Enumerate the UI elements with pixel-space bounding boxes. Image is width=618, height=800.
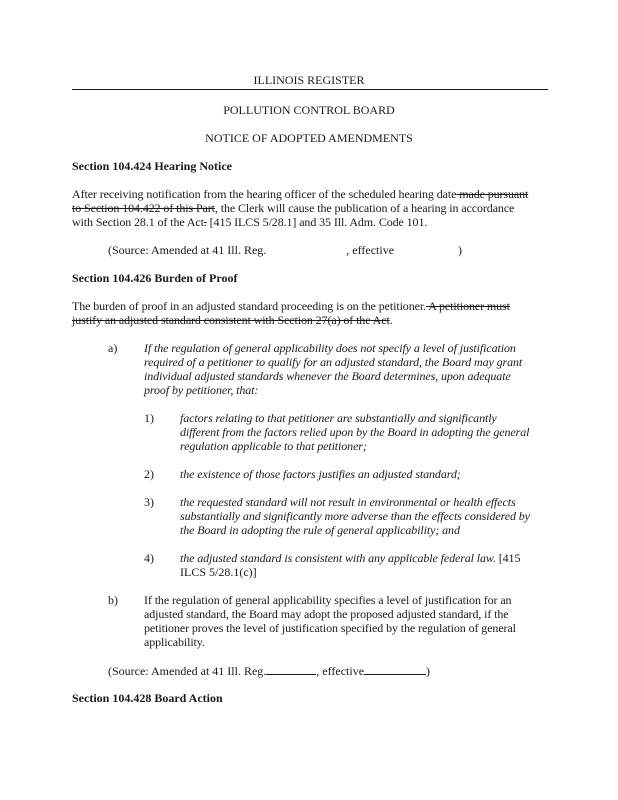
item-3-line: the Board in adopting the rule of general applicability; and bbox=[180, 523, 460, 537]
source-close: ) bbox=[458, 243, 463, 257]
deleted-text: A petitioner must bbox=[425, 299, 510, 313]
text-run: with Section 28.1 of the Act bbox=[72, 215, 204, 229]
subsection-a-line: If the regulation of general applicability does not specify a level of justification bbox=[144, 341, 516, 355]
source-effective: , effective bbox=[316, 664, 365, 678]
subsection-a-line: proof by petitioner, that: bbox=[144, 383, 259, 397]
subsection-a-label: a) bbox=[108, 341, 118, 355]
item-1-line: factors relating to that petitioner are substantially and significantly bbox=[180, 411, 497, 425]
item-1-line: regulation applicable to that petitioner; bbox=[180, 439, 367, 453]
subsection-a-line: required of a petitioner to qualify for an adjusted standard, the Board may grant bbox=[144, 355, 523, 369]
text-run: . bbox=[389, 313, 393, 327]
subsection-b-label: b) bbox=[108, 593, 118, 607]
text-run: , the Clerk will cause the publication of a hearing in accordance bbox=[214, 201, 515, 215]
item-3-line: substantially and significantly more adverse than the effects considered by bbox=[180, 509, 530, 523]
subsection-b-line: petitioner proves the level of justification specified by the regulation of general bbox=[144, 621, 516, 635]
deleted-text: to Section 104.422 of this Part bbox=[72, 201, 215, 215]
item-2-label: 2) bbox=[144, 467, 154, 481]
text-run: After receiving notification from the hearing officer of the scheduled hearing date bbox=[72, 187, 457, 201]
subsection-b-line: adjusted standard, the Board may adopt the proposed adjusted standard, if the bbox=[144, 607, 509, 621]
subsection-a-line: individual adjusted standards whenever the Board determines, upon adequate bbox=[144, 369, 511, 383]
item-1-line: different from the factors relied upon by the Board in adopting the general bbox=[180, 425, 530, 439]
subsection-b-line: applicability. bbox=[144, 635, 205, 649]
blank-line bbox=[266, 662, 316, 675]
blank-line bbox=[364, 662, 426, 675]
register-title: ILLINOIS REGISTER bbox=[253, 73, 365, 87]
source-close: ) bbox=[426, 664, 431, 678]
board-title: POLLUTION CONTROL BOARD bbox=[223, 103, 395, 117]
section-424-para-line bbox=[72, 214, 427, 231]
source-prefix: (Source: Amended at 41 Ill. Reg. bbox=[108, 243, 267, 257]
source-prefix: (Source: Amended at 41 Ill. Reg. bbox=[108, 664, 267, 678]
text-run: The burden of proof in an adjusted standard proceeding is on the petitioner. bbox=[72, 299, 426, 313]
item-2-line: the existence of those factors justifies an adjusted standard; bbox=[180, 467, 461, 481]
deleted-text: justify an adjusted standard consistent with Section 27(a) of the Act bbox=[72, 313, 390, 327]
deleted-text: made pursuant bbox=[456, 187, 529, 201]
section-424-heading: Section 104.424 Hearing Notice bbox=[72, 159, 232, 173]
citation: [415 bbox=[495, 551, 521, 565]
text-run: the adjusted standard is consistent with any applicable federal law. bbox=[180, 551, 496, 565]
source-effective: , effective bbox=[346, 243, 395, 257]
section-428-heading: Section 104.428 Board Action bbox=[72, 691, 223, 705]
subsection-b-line: If the regulation of general applicability specifies a level of justification for an bbox=[144, 593, 512, 607]
notice-title: NOTICE OF ADOPTED AMENDMENTS bbox=[205, 131, 413, 145]
header-rule bbox=[72, 89, 548, 90]
section-424-source bbox=[108, 242, 462, 259]
section-426-source bbox=[108, 662, 430, 680]
item-3-line: the requested standard will not result in environmental or health effects bbox=[180, 495, 516, 509]
item-3-label: 3) bbox=[144, 495, 154, 509]
section-426-para-line bbox=[72, 312, 393, 329]
deleted-text: . bbox=[203, 215, 207, 229]
text-run: [415 ILCS 5/28.1] and 35 Ill. Adm. Code 101. bbox=[206, 215, 428, 229]
section-426-heading: Section 104.426 Burden of Proof bbox=[72, 271, 238, 285]
item-1-label: 1) bbox=[144, 411, 154, 425]
item-4-label: 4) bbox=[144, 551, 154, 565]
item-4-citation: ILCS 5/28.1(c)] bbox=[180, 565, 257, 579]
